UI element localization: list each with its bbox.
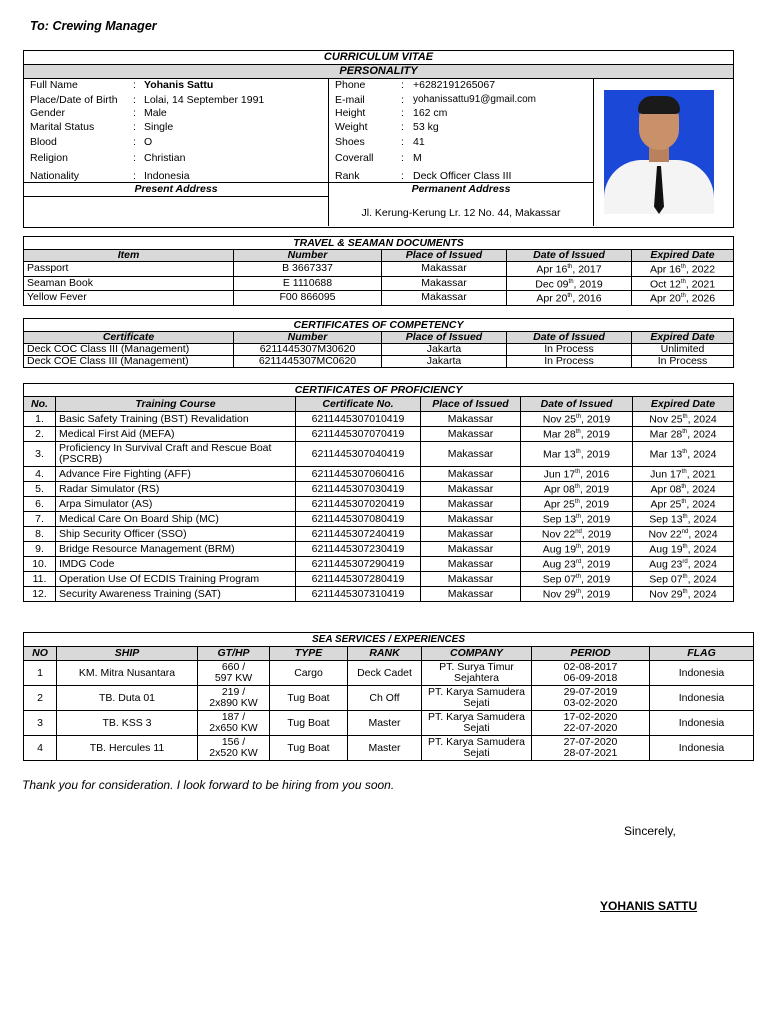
cell: Basic Safety Training (BST) Revalidation	[56, 412, 296, 427]
info-value: Lolai, 14 September 1991	[144, 93, 265, 106]
col-header: Certificate	[24, 332, 234, 344]
cell: Apr 08th, 2019	[521, 482, 633, 497]
info-row	[30, 94, 326, 108]
cell: Medical Care On Board Ship (MC)	[56, 512, 296, 527]
cell-line: PT. Karya Samudera	[428, 736, 525, 748]
info-label: Place/Date of Birth	[30, 93, 118, 106]
info-label: E-mail	[335, 93, 365, 106]
cv-divider-photo	[593, 78, 594, 226]
colon: :	[401, 107, 404, 119]
cell: 6211445307280419	[296, 572, 421, 587]
cell-line: Tug Boat	[287, 691, 330, 704]
info-label: Gender	[30, 107, 66, 119]
cell	[532, 711, 650, 736]
cell: Makassar	[421, 467, 521, 482]
cell	[198, 736, 270, 761]
cell: 6211445307020419	[296, 497, 421, 512]
table-row	[24, 291, 734, 306]
cell: Dec 09th, 2019	[507, 276, 632, 291]
cell-line: 29-07-2019	[563, 686, 618, 698]
cell: Mar 28th, 2024	[633, 427, 734, 442]
travel-documents-table	[23, 236, 734, 306]
colon: :	[401, 169, 404, 182]
colon: :	[401, 135, 404, 148]
cell	[270, 686, 348, 711]
cell-line: Tug Boat	[287, 741, 330, 754]
cell-line: Sejahtera	[454, 672, 499, 684]
cell-line: Master	[368, 741, 401, 754]
info-value: Christian	[144, 151, 186, 164]
info-label: Height	[335, 107, 366, 119]
cell-line: 28-07-2021	[563, 747, 618, 759]
cell: 6211445307310419	[296, 587, 421, 602]
cell	[422, 686, 532, 711]
cell: B 3667337	[234, 262, 382, 277]
cell: 12.	[24, 587, 56, 602]
cell: 10.	[24, 557, 56, 572]
recipient-line: To: Crewing Manager	[30, 19, 157, 33]
competency-title: CERTIFICATES OF COMPETENCY	[24, 319, 734, 332]
cell: 2.	[24, 427, 56, 442]
cell: Ship Security Officer (SSO)	[56, 527, 296, 542]
cell: Advance Fire Fighting (AFF)	[56, 467, 296, 482]
col-header: Number	[234, 332, 382, 344]
cell: Apr 16th, 2017	[507, 262, 632, 277]
cell-line: Sejati	[463, 697, 490, 709]
cell	[650, 711, 754, 736]
cell	[422, 661, 532, 686]
permanent-address-value: Jl. Kerung-Kerung Lr. 12 No. 44, Makassar	[361, 207, 561, 219]
colon: :	[133, 93, 136, 106]
personal-info-right	[335, 79, 591, 183]
cell-line: 156 /	[221, 736, 246, 748]
signature-name: YOHANIS SATTU	[600, 899, 698, 913]
col-header: PERIOD	[532, 647, 650, 661]
col-header: Place of Issued	[382, 250, 507, 262]
table-row	[24, 467, 734, 482]
cell-line: 02-08-2017	[563, 661, 618, 673]
cell: Apr 25th, 2019	[521, 497, 633, 512]
cell: Nov 22nd, 2024	[633, 527, 734, 542]
cell: Aug 23rd, 2024	[633, 557, 734, 572]
table-row	[24, 587, 734, 602]
cell: 6211445307080419	[296, 512, 421, 527]
cell: Nov 29th, 2019	[521, 587, 633, 602]
cell	[57, 661, 198, 686]
cell-line: Sejati	[463, 747, 490, 759]
info-row	[335, 94, 591, 108]
cell: Makassar	[421, 427, 521, 442]
table-row	[24, 427, 734, 442]
info-value: Indonesia	[144, 169, 190, 182]
full-name: Yohanis Sattu	[144, 79, 214, 91]
col-header: RANK	[348, 647, 422, 661]
cell-line: Indonesia	[678, 666, 725, 679]
cell: Jakarta	[382, 344, 507, 356]
cell: 6211445307070419	[296, 427, 421, 442]
col-header: Item	[24, 250, 234, 262]
info-value: 41	[413, 135, 425, 148]
info-label: Blood	[30, 135, 57, 148]
cell: 6211445307010419	[296, 412, 421, 427]
col-header: Expired Date	[632, 250, 734, 262]
info-label: Phone	[335, 79, 366, 91]
cell: Arpa Simulator (AS)	[56, 497, 296, 512]
info-label: Marital Status	[30, 121, 95, 133]
cell: Radar Simulator (RS)	[56, 482, 296, 497]
cell: In Process	[507, 344, 632, 356]
cell: Mar 13th, 2024	[633, 442, 734, 467]
cell: Makassar	[421, 512, 521, 527]
cell	[532, 686, 650, 711]
info-row	[30, 107, 326, 121]
col-header: FLAG	[650, 647, 754, 661]
cv-address-divider-2	[24, 196, 329, 197]
cell-line: TB. Hercules 11	[89, 741, 165, 754]
cell	[198, 711, 270, 736]
cell: Makassar	[421, 572, 521, 587]
table-row	[24, 356, 734, 368]
cell	[422, 711, 532, 736]
cell-line: Tug Boat	[287, 716, 330, 729]
cell-line: 219 /	[221, 686, 246, 698]
info-row	[335, 152, 591, 168]
cell-line: PT. Karya Samudera	[428, 686, 525, 698]
cell	[270, 661, 348, 686]
cell: Aug 23rd, 2019	[521, 557, 633, 572]
cell-line: 27-07-2020	[563, 736, 618, 748]
info-value: 162 cm	[413, 107, 448, 119]
info-row	[30, 152, 326, 168]
info-value: M	[413, 151, 422, 164]
table-row	[24, 482, 734, 497]
table-row	[24, 542, 734, 557]
cell: Makassar	[421, 527, 521, 542]
cell	[650, 686, 754, 711]
cell	[270, 711, 348, 736]
cell: 1.	[24, 412, 56, 427]
col-header: Certificate No.	[296, 397, 421, 412]
cell: Nov 29th, 2024	[633, 587, 734, 602]
cell: 6211445307240419	[296, 527, 421, 542]
table-row	[24, 736, 754, 761]
cell: F00 866095	[234, 291, 382, 306]
cell	[198, 661, 270, 686]
cell: 6211445307230419	[296, 542, 421, 557]
col-header: Expired Date	[633, 397, 734, 412]
col-header: Date of Issued	[507, 332, 632, 344]
cell: Apr 25th, 2024	[633, 497, 734, 512]
col-header: Training Course	[56, 397, 296, 412]
table-row	[24, 527, 734, 542]
cell: Makassar	[421, 542, 521, 557]
cell: Nov 25th, 2019	[521, 412, 633, 427]
col-header: SHIP	[57, 647, 198, 661]
cell-line: Sejati	[463, 722, 490, 734]
cell: 6211445307030419	[296, 482, 421, 497]
col-header: Date of Issued	[507, 250, 632, 262]
cell-line: KM. Mitra Nusantara	[78, 666, 176, 679]
cell: Unlimited	[632, 344, 734, 356]
col-header: Place of Issued	[382, 332, 507, 344]
cell	[198, 686, 270, 711]
info-label: Religion	[30, 151, 68, 164]
cell-line: Master	[368, 716, 401, 729]
proficiency-table	[23, 383, 734, 602]
info-label: Rank	[335, 169, 360, 182]
cell: Sep 07th, 2019	[521, 572, 633, 587]
colon: :	[401, 121, 404, 133]
cell-line: 17-02-2020	[563, 711, 618, 723]
colon: :	[133, 107, 136, 119]
table-row	[24, 572, 734, 587]
cell	[348, 661, 422, 686]
cell: 5.	[24, 482, 56, 497]
cell: Aug 19th, 2019	[521, 542, 633, 557]
col-header: COMPANY	[422, 647, 532, 661]
email-value: yohanissattu91@gmail.com	[413, 93, 536, 105]
col-header: TYPE	[270, 647, 348, 661]
table-row	[24, 442, 734, 467]
cell: Makassar	[421, 557, 521, 572]
cell-line: PT. Karya Samudera	[428, 711, 525, 723]
cell-line: 2x650 KW	[209, 722, 258, 734]
cell: 6211445307040419	[296, 442, 421, 467]
info-label: Coverall	[335, 151, 374, 164]
colon: :	[401, 93, 404, 106]
info-label: Weight	[335, 121, 368, 133]
competency-table	[23, 318, 734, 368]
cell	[24, 711, 57, 736]
info-value: Deck Officer Class III	[413, 169, 512, 182]
cell-line: 22-07-2020	[563, 722, 618, 734]
table-row	[24, 512, 734, 527]
cell-line: 4	[37, 741, 43, 754]
table-row	[24, 276, 734, 291]
info-value: 53 kg	[413, 121, 439, 133]
cv-divider-mid	[328, 78, 329, 226]
cell-line: 1	[37, 666, 43, 679]
cell: Apr 08th, 2024	[633, 482, 734, 497]
cv-title: CURRICULUM VITAE	[323, 51, 434, 63]
cell-line: 187 /	[221, 711, 246, 723]
thanks-text: Thank you for consideration. I look forward to be hiring from you soon.	[22, 778, 395, 792]
cell: 4.	[24, 467, 56, 482]
cell: Nov 22nd, 2019	[521, 527, 633, 542]
cell: Proficiency In Survival Craft and Rescue Boat (PSCRB)	[56, 442, 296, 467]
col-header: Date of Issued	[521, 397, 633, 412]
cell: Mar 28th, 2019	[521, 427, 633, 442]
cell: 6211445307290419	[296, 557, 421, 572]
cell	[57, 686, 198, 711]
cell-line: PT. Surya Timur	[439, 661, 514, 673]
cell-line: 2	[37, 691, 43, 704]
info-row	[335, 136, 591, 152]
info-label: Shoes	[335, 135, 365, 148]
col-header: No.	[24, 397, 56, 412]
cell: Makassar	[382, 291, 507, 306]
cell: Nov 25th, 2024	[633, 412, 734, 427]
cell	[57, 711, 198, 736]
cell-line: TB. Duta 01	[98, 691, 156, 704]
info-value: O	[144, 135, 153, 148]
info-row	[30, 136, 326, 152]
cell: Makassar	[382, 262, 507, 277]
col-header: Number	[234, 250, 382, 262]
table-row	[24, 661, 754, 686]
info-row	[335, 107, 591, 121]
cell-line: TB. KSS 3	[102, 716, 152, 729]
col-header: Place of Issued	[421, 397, 521, 412]
profile-photo	[604, 90, 714, 214]
cell-line: 2x890 KW	[209, 697, 258, 709]
cell: 6211445307MC0620	[234, 356, 382, 368]
cell: 3.	[24, 442, 56, 467]
cell: Sep 07th, 2024	[633, 572, 734, 587]
info-row	[30, 79, 326, 94]
cell: Yellow Fever	[24, 291, 234, 306]
cell-line: Ch Off	[369, 691, 400, 704]
cell: Aug 19th, 2024	[633, 542, 734, 557]
cell: 11.	[24, 572, 56, 587]
colon: :	[401, 79, 404, 91]
cell: Passport	[24, 262, 234, 277]
info-label: Nationality	[30, 169, 80, 182]
cell: Medical First Aid (MEFA)	[56, 427, 296, 442]
present-address-label: Present Address	[134, 183, 218, 195]
cell	[650, 736, 754, 761]
cell	[532, 661, 650, 686]
cell-line: 06-09-2018	[563, 672, 618, 684]
cell-line: 2x520 KW	[209, 747, 258, 759]
colon: :	[133, 79, 136, 91]
cell: In Process	[632, 356, 734, 368]
info-value: Male	[144, 107, 167, 119]
cell: 6211445307M30620	[234, 344, 382, 356]
cell	[348, 686, 422, 711]
cell-line: Deck Cadet	[357, 666, 412, 679]
personal-info-left	[30, 79, 326, 183]
colon: :	[133, 121, 136, 133]
cell	[24, 661, 57, 686]
info-label: Full Name	[30, 79, 78, 91]
table-row	[24, 262, 734, 277]
cell	[532, 736, 650, 761]
cell: Makassar	[382, 276, 507, 291]
cell: IMDG Code	[56, 557, 296, 572]
info-row	[335, 79, 591, 94]
info-value: Single	[144, 121, 174, 133]
proficiency-title: CERTIFICATES OF PROFICIENCY	[24, 384, 734, 397]
cell: Mar 13th, 2019	[521, 442, 633, 467]
info-row	[30, 121, 326, 136]
cell-line: Indonesia	[678, 691, 725, 704]
table-row	[24, 557, 734, 572]
cell-line: 03-02-2020	[563, 697, 618, 709]
cell: E 1110688	[234, 276, 382, 291]
cell: 6211445307060416	[296, 467, 421, 482]
cell: Deck COE Class III (Management)	[24, 356, 234, 368]
cell-line: 3	[37, 716, 43, 729]
cell: 8.	[24, 527, 56, 542]
info-row	[335, 121, 591, 136]
table-row	[24, 711, 754, 736]
cell	[348, 711, 422, 736]
cell: Makassar	[421, 587, 521, 602]
cell: Security Awareness Training (SAT)	[56, 587, 296, 602]
colon: :	[133, 135, 136, 148]
table-row	[24, 412, 734, 427]
colon: :	[401, 151, 404, 164]
travel-title: TRAVEL & SEAMAN DOCUMENTS	[24, 237, 734, 250]
cell: 6.	[24, 497, 56, 512]
cell	[270, 736, 348, 761]
permanent-address-label: Permanent Address	[411, 183, 511, 195]
cell	[57, 736, 198, 761]
cell: Apr 16th, 2022	[632, 262, 734, 277]
cell-line: Indonesia	[678, 741, 725, 754]
cell: Apr 20th, 2026	[632, 291, 734, 306]
cell: Jun 17th, 2021	[633, 467, 734, 482]
cell: Apr 20th, 2016	[507, 291, 632, 306]
table-row	[24, 497, 734, 512]
cell: Seaman Book	[24, 276, 234, 291]
cell: Makassar	[421, 497, 521, 512]
col-header: NO	[24, 647, 57, 661]
cell: Operation Use Of ECDIS Training Program	[56, 572, 296, 587]
colon: :	[133, 151, 136, 164]
cell	[24, 736, 57, 761]
cv-section-personality: PERSONALITY	[24, 64, 733, 79]
cell: Bridge Resource Management (BRM)	[56, 542, 296, 557]
cell-line: Indonesia	[678, 716, 725, 729]
sincerely-text: Sincerely,	[624, 824, 676, 838]
cell: Deck COC Class III (Management)	[24, 344, 234, 356]
colon: :	[133, 169, 136, 182]
cell: Makassar	[421, 442, 521, 467]
cell: Oct 12th, 2021	[632, 276, 734, 291]
cell: Jun 17th, 2016	[521, 467, 633, 482]
table-row	[24, 686, 754, 711]
cell: Sep 13th, 2019	[521, 512, 633, 527]
cell: Sep 13th, 2024	[633, 512, 734, 527]
cell-line: 660 /	[221, 661, 246, 673]
cell: 9.	[24, 542, 56, 557]
phone-value: +6282191265067	[413, 79, 496, 91]
cell: In Process	[507, 356, 632, 368]
photo-hair	[638, 96, 680, 114]
table-row	[24, 344, 734, 356]
cell: Makassar	[421, 482, 521, 497]
cell-line: Cargo	[294, 666, 323, 679]
cell	[422, 736, 532, 761]
cell: 7.	[24, 512, 56, 527]
sea-services-table	[23, 632, 754, 761]
col-header: GT/HP	[198, 647, 270, 661]
cell-line: 597 KW	[214, 672, 253, 684]
cell	[348, 736, 422, 761]
cell: Makassar	[421, 412, 521, 427]
col-header: Expired Date	[632, 332, 734, 344]
cell: Jakarta	[382, 356, 507, 368]
cell	[650, 661, 754, 686]
cell	[24, 686, 57, 711]
sea-title: SEA SERVICES / EXPERIENCES	[24, 633, 754, 647]
